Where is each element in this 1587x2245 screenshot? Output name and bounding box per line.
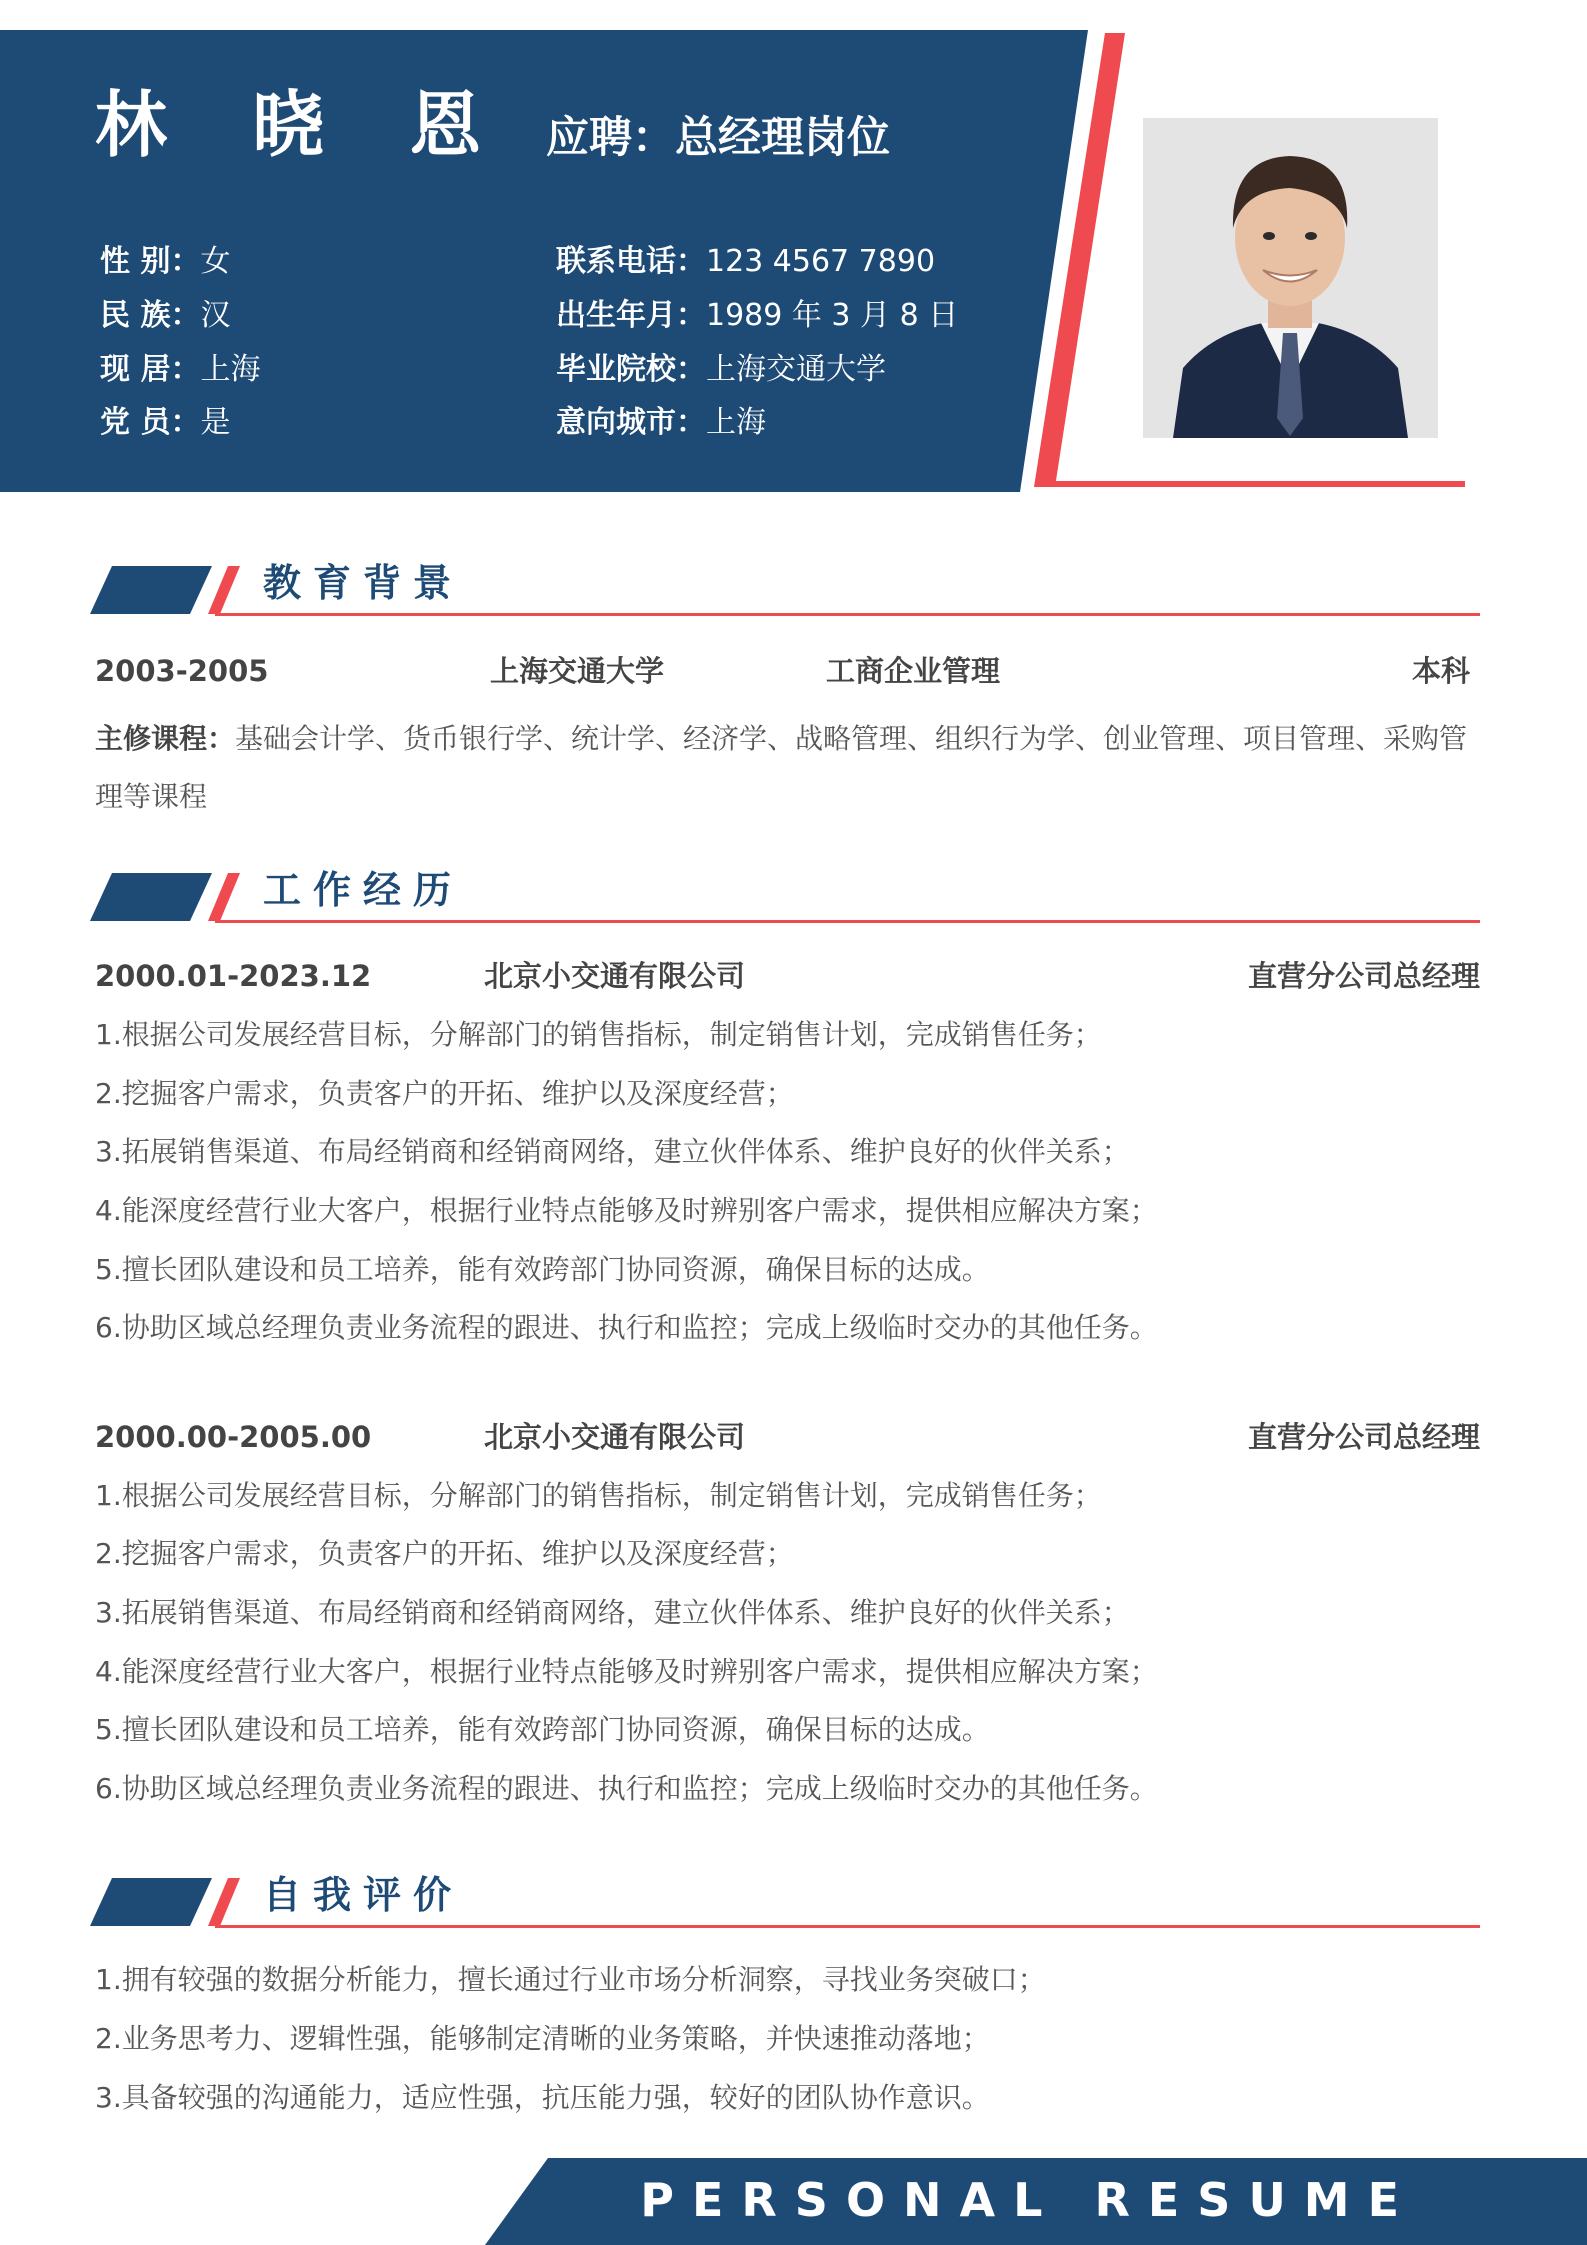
info-label: 联系电话： — [556, 244, 706, 279]
info-target-city — [556, 403, 766, 443]
courses-label: 主修课程： — [95, 722, 236, 755]
work-section-icon — [90, 871, 240, 923]
info-birthdate — [556, 296, 958, 336]
info-label: 民 族： — [100, 298, 201, 333]
self-eval-item: 3.具备较强的沟通能力，适应性强，抗压能力强，较好的团队协作意识。 — [95, 2081, 990, 2114]
education-section-title: 教育背景 — [263, 561, 464, 605]
info-value: 1989 年 3 月 8 日 — [706, 298, 959, 333]
job-duty: 5.擅长团队建设和员工培养，能有效跨部门协同资源，确保目标的达成。 — [95, 1713, 990, 1746]
education-period: 2003-2005 — [95, 654, 269, 688]
self-eval-item: 2.业务思考力、逻辑性强，能够制定清晰的业务策略，并快速推动落地； — [95, 2022, 990, 2055]
info-gender — [100, 242, 230, 282]
education-school: 上海交通大学 — [490, 654, 665, 688]
education-degree: 本科 — [1411, 654, 1470, 688]
info-residence — [100, 350, 260, 390]
header-red-underline — [1052, 481, 1465, 487]
info-value: 上海 — [706, 405, 766, 440]
job-duty: 5.擅长团队建设和员工培养，能有效跨部门协同资源，确保目标的达成。 — [95, 1253, 990, 1286]
footer-title: PERSONAL RESUME — [640, 2173, 1417, 2227]
job-duty: 3.拓展销售渠道、布局经销商和经销商网络，建立伙伴体系、维护良好的伙伴关系； — [95, 1135, 1130, 1168]
job-duty: 2.挖掘客户需求，负责客户的开拓、维护以及深度经营； — [95, 1537, 794, 1570]
profile-photo — [1143, 118, 1438, 438]
job-duty: 1.根据公司发展经营目标，分解部门的销售指标，制定销售计划，完成销售任务； — [95, 1479, 1102, 1512]
job-duty: 6.协助区域总经理负责业务流程的跟进、执行和监控；完成上级临时交办的其他任务。 — [95, 1772, 1158, 1805]
job-duty: 4.能深度经营行业大客户，根据行业特点能够及时辨别客户需求，提供相应解决方案； — [95, 1655, 1158, 1688]
info-value: 是 — [200, 405, 231, 440]
info-party-member — [100, 403, 230, 443]
job-company: 北京小交通有限公司 — [484, 1420, 746, 1454]
info-label: 现 居： — [100, 352, 201, 387]
education-major: 工商企业管理 — [826, 654, 1001, 688]
job-company: 北京小交通有限公司 — [484, 959, 746, 993]
job-duty: 6.协助区域总经理负责业务流程的跟进、执行和监控；完成上级临时交办的其他任务。 — [95, 1311, 1158, 1344]
info-label: 意向城市： — [556, 405, 706, 440]
info-value: 上海 — [200, 352, 261, 387]
work-section-title: 工作经历 — [263, 868, 464, 912]
education-section-icon — [90, 564, 240, 616]
courses-text: 基础会计学、货币银行学、统计学、经济学、战略管理、组织行为学、创业管理、项目管理、采购管理等课程 — [95, 722, 1468, 813]
info-ethnicity — [100, 296, 230, 336]
info-label: 出生年月： — [556, 298, 706, 333]
self-eval-item: 1.拥有较强的数据分析能力，擅长通过行业市场分析洞察，寻找业务突破口； — [95, 1963, 1046, 1996]
candidate-name: 林 晓 恩 — [95, 83, 512, 167]
job-role: 直营分公司总经理 — [1247, 959, 1480, 993]
job-period: 2000.00-2005.00 — [95, 1420, 372, 1454]
self-eval-divider — [215, 1925, 1480, 1928]
applied-position: 应聘：总经理岗位 — [546, 113, 890, 163]
education-courses — [95, 710, 1480, 826]
job-duty: 3.拓展销售渠道、布局经销商和经销商网络，建立伙伴体系、维护良好的伙伴关系； — [95, 1596, 1130, 1629]
self-eval-section-title: 自我评价 — [263, 1873, 464, 1917]
info-school — [556, 350, 886, 390]
job-duty: 2.挖掘客户需求，负责客户的开拓、维护以及深度经营； — [95, 1077, 794, 1110]
job-period: 2000.01-2023.12 — [95, 959, 372, 993]
info-value: 123 4567 7890 — [706, 244, 936, 279]
info-label: 性 别： — [100, 244, 201, 279]
self-eval-section-icon — [90, 1876, 240, 1928]
info-value: 女 — [200, 244, 231, 279]
info-phone — [556, 242, 935, 282]
info-value: 上海交通大学 — [706, 352, 886, 387]
job-duty: 1.根据公司发展经营目标，分解部门的销售指标，制定销售计划，完成销售任务； — [95, 1018, 1102, 1051]
info-label: 党 员： — [100, 405, 201, 440]
work-divider — [215, 920, 1480, 923]
job-role: 直营分公司总经理 — [1247, 1420, 1480, 1454]
info-label: 毕业院校： — [556, 352, 706, 387]
info-value: 汉 — [200, 298, 231, 333]
education-divider — [215, 613, 1480, 616]
job-duty: 4.能深度经营行业大客户，根据行业特点能够及时辨别客户需求，提供相应解决方案； — [95, 1194, 1158, 1227]
